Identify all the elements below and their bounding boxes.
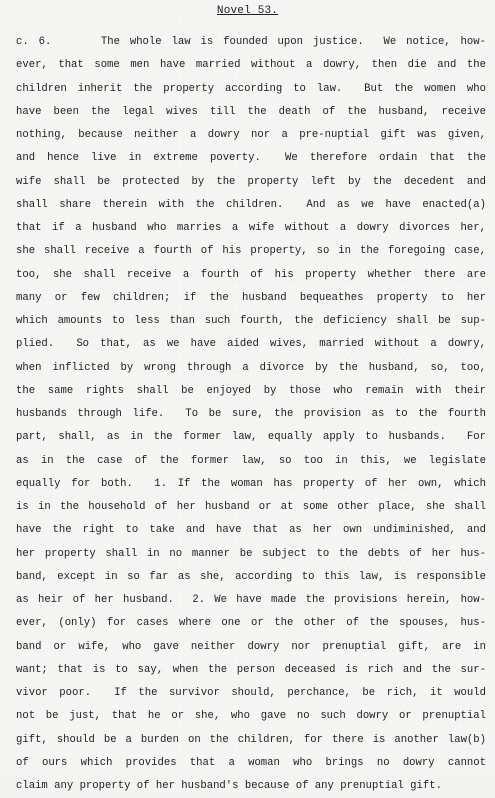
text-line: want; that is to say, when the person deceased is rich and the sur-	[16, 663, 486, 676]
text-line: claim any property of her husband's because of any prenuptial gift.	[16, 780, 442, 792]
text-line: children inherit the property according to law. But the women who	[16, 82, 486, 95]
text-line: many or few children; if the husband bequeathes property to her	[16, 291, 486, 304]
text-line: wife shall be protected by the property left by the decedent and	[16, 175, 486, 188]
text-line: gift, should be a burden on the children, for there is another law(b)	[16, 733, 486, 746]
text-line: plied. So that, as we have aided wives, married without a dowry,	[16, 338, 486, 351]
text-line: the same rights shall be enjoyed by those who remain with their	[16, 384, 486, 397]
text-line: shall share therein with the children. And as we have enacted(a)	[16, 198, 486, 211]
text-line: she shall receive a fourth of his property, so in the foregoing case,	[16, 245, 486, 258]
text-line: as heir of her husband. 2. We have made the provisions herein, how-	[16, 594, 486, 606]
text-line: of ours which provides that a woman who brings no dowry cannot	[16, 756, 486, 769]
text-line: her property shall in no manner be subject to the debts of her hus-	[16, 547, 486, 560]
text-line: vivor poor. If the survivor should, perchance, be rich, it would	[16, 687, 486, 699]
text-line: that if a husband who marries a wife without a dowry divorces her,	[16, 222, 486, 234]
text-line: is in the household of her husband or at some other place, she shall	[16, 501, 486, 513]
text-line: not be just, that he or she, who gave no such dowry or prenuptial	[16, 710, 486, 723]
text-line: band, except in so far as she, according to this law, is responsible	[16, 570, 486, 583]
text-line: have the right to take and have that as her own undiminished, and	[16, 524, 486, 537]
text-line: too, she shall receive a fourth of his property whether there are	[16, 268, 486, 281]
text-line: equally for both. 1. If the woman has property of her own, which	[16, 477, 486, 490]
text-line: as in the case of the former law, so too in this, we legislate	[16, 454, 486, 467]
text-line: c. 6. The whole law is founded upon justice. We notice, how-	[16, 36, 486, 48]
text-line: part, shall, as in the former law, equally apply to husbands. For	[16, 431, 486, 444]
text-line: have been the legal wives till the death of the husband, receive	[16, 105, 486, 118]
text-line: which amounts to less than such fourth, the deficiency shall be sup-	[16, 315, 486, 327]
text-line: band or wife, who gave neither dowry nor prenuptial gift, are in	[16, 640, 486, 653]
text-line: when inflicted by wrong through a divorce by the husband, so, too,	[16, 361, 486, 374]
text-line: husbands through life. To be sure, the provision as to the fourth	[16, 408, 486, 420]
document-body	[16, 31, 486, 798]
text-line: and hence live in extreme poverty. We therefore ordain that the	[16, 152, 486, 165]
text-line: ever, (only) for cases where one or the other of the spouses, hus-	[16, 617, 486, 630]
page-title: Novel 53.	[216, 5, 279, 17]
text-line: nothing, because neither a dowry nor a pre-nuptial gift was given,	[16, 129, 486, 141]
text-line: ever, that some men have married without a dowry, then die and the	[16, 59, 486, 72]
